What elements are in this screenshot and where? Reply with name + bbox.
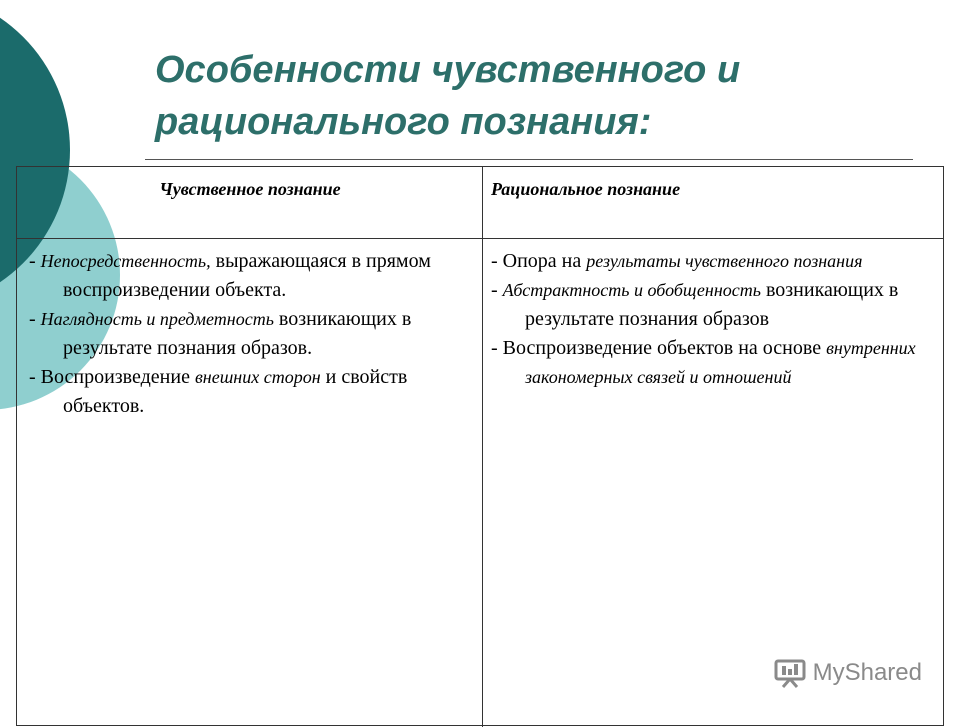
- presentation-board-icon: [773, 658, 807, 688]
- title-divider: [145, 159, 913, 160]
- header-sensory: Чувственное познание: [159, 179, 341, 199]
- comparison-table: [16, 166, 944, 726]
- title-line-2: рационального познания:: [155, 101, 652, 143]
- header-rational: Рациональное познание: [491, 179, 681, 199]
- sensory-item: - Воспроизведение внешних сторон и свойств объектов.: [29, 366, 408, 417]
- rational-item: - Опора на результаты чувственного познания: [491, 250, 863, 272]
- myshared-watermark: [773, 658, 922, 688]
- sensory-item: - Наглядность и предметность возникающих в результате познания образов.: [29, 308, 412, 359]
- sensory-column: [17, 239, 483, 727]
- title-line-1: Особенности чувственного и: [155, 49, 741, 91]
- rational-item: - Абстрактность и обобщенность возникающих в результате познания образов: [491, 279, 899, 330]
- watermark-text: MyShared: [812, 659, 922, 686]
- rational-item: - Воспроизведение объектов на основе внутренних закономерных связей и отношений: [491, 337, 916, 387]
- sensory-item: - Непосредственность, выражающаяся в прямом воспроизведении объекта.: [29, 250, 431, 301]
- slide-title: [155, 44, 915, 148]
- header-cell-sensory: [17, 167, 483, 239]
- rational-column: [483, 239, 943, 727]
- header-cell-rational: [483, 167, 943, 239]
